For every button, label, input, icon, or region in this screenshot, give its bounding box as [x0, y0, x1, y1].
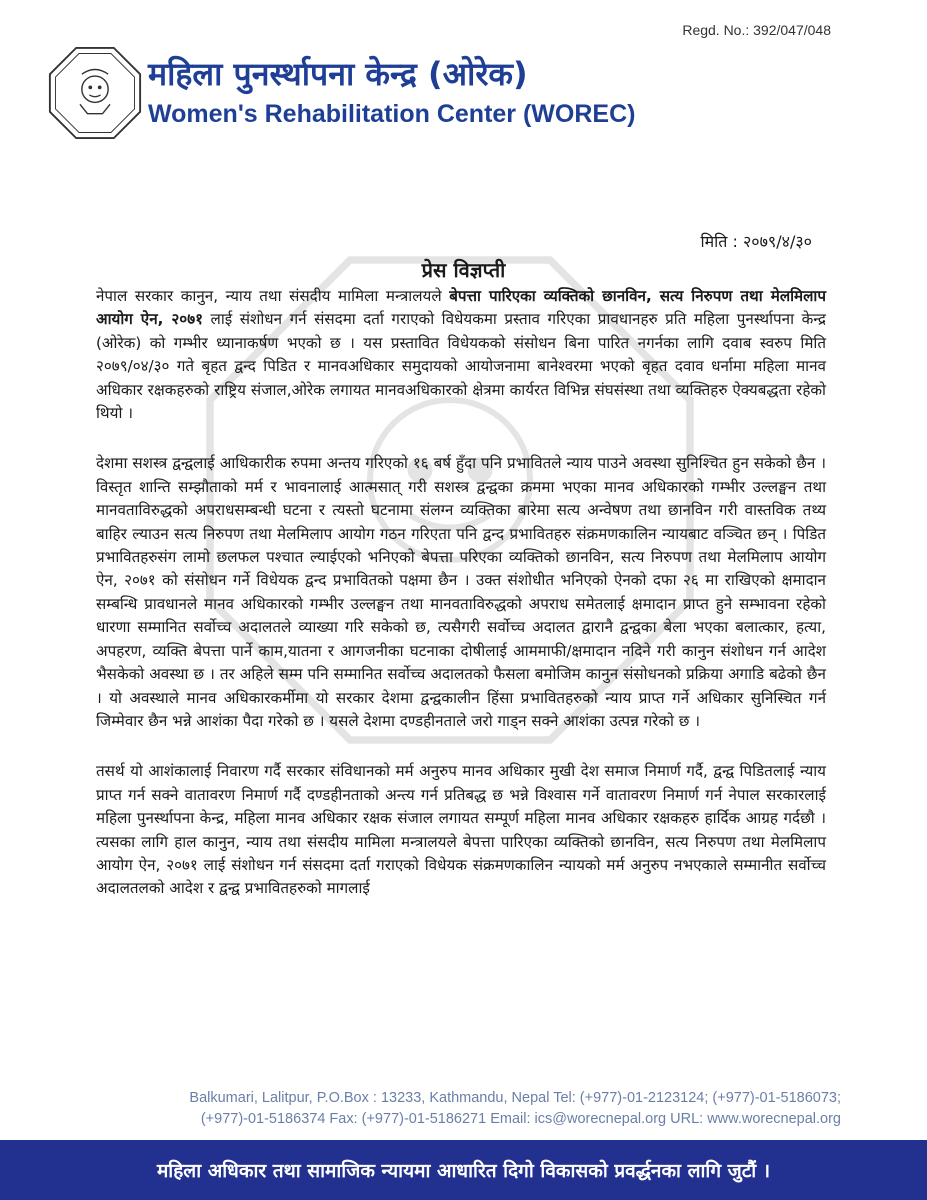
paragraph-3 — [96, 760, 826, 900]
paragraph-3-text: तसर्थ यो आशंकालाई निवारण गर्दै सरकार संविधानको मर्म अनुरुप मानव अधिकार मुखी देश समाज निमार्ण गर्दै, द्वन्द्व पिडितलाई न्याय प्राप्त गर्न सक्ने वातावरण निमार्ण गर्दै दण्डहीनताको अन्त्य गर्न प्रतिबद्ध छ भन्ने विश्वास गर्ने वातावरण निमार्ण गर्न नेपाल सरकारलाई महिला पुनर्स्थापना केन्द्र, महिला मानव अधिकार रक्षक संजाल लगायत सम्पूर्ण महिला मानव अधिकार रक्षकहरु हार्दिक आग्रह गर्दछौ । त्यसका लागि हाल कानुन, न्याय तथा संसदीय मामिला मन्त्रालयले बेपत्ता पारिएका व्यक्तिको छानविन, सत्य निरुपण तथा मेलमिलाप आयोग ऐन, २०७१ लाई संशोधन गर्न संसदमा दर्ता गराएको विधेयक संक्रमणकालिन न्यायको मर्म अनुरुप नभएकाले सम्मानीत सर्वोच्च अदालतलको आदेश र द्वन्द्व प्रभावितहरुको मागलाई — [96, 762, 826, 898]
paragraph-1-bold-text: बेपत्ता पारिएका व्यक्तिको छानविन, सत्य निरुपण तथा मेलमिलाप आयोग ऐन, २०७१ — [96, 287, 826, 329]
organization-name-nepali: महिला पुनर्स्थापना केन्द्र (ओरेक) — [148, 55, 528, 93]
worec-logo — [48, 46, 142, 140]
address-line-1: Balkumari, Lalitpur, P.O.Box : 13233, Kathmandu, Nepal Tel: (+977)-01-2123124; (+977)-01-5186073; — [189, 1090, 841, 1106]
paragraph-1-text: नेपाल सरकार कानुन, न्याय तथा संसदीय मामिला मन्त्रालयले — [96, 287, 450, 305]
paragraph-2 — [96, 452, 826, 733]
paragraph-2-text: देशमा सशस्त्र द्वन्द्वलाई आधिकारीक रुपमा अन्तय गरिएको १६ बर्ष हुँदा पनि प्रभावितले न्याय पाउने अवस्था सुनिश्चित हुन सकेको छैन । विस्तृत शान्ति सम्झौताको मर्म र भावनालाई आत्मसात् गरी सशस्त्र द्वन्द्वका क्रममा भएका मानव अधिकारको गम्भीर उल्लङ्घन तथा मानवताविरुद्धको अपराधसम्बन्धी घटना र त्यस्तो घटनामा संलग्न व्यक्तिका बारेमा सत्य अन्वेषण तथा छानविन गरी वास्तविक तथ्य बाहिर ल्याउन सत्य निरुपण तथा मेलमिलाप आयोग गठन गरिएता पनि द्वन्द प्रभावितहरु संक्रमणकालिन न्यायबाट वञ्चित छन् । पिडित प्रभावितहरुसंग लामो छलफल पश्चात ल्याईएको भनिएको बेपत्ता परिएका व्यक्तिको छानविन, सत्य निरुपण तथा मेलमिलाप आयोग ऐन, २०७१ को संसोधन गर्ने विधेयक द्वन्द प्रभावितको पक्षमा छैन । उक्त संशोधीत भनिएको ऐनको दफा २६ मा राखिएको क्षमादान सम्बन्धि प्रावधानले मानव अधिकारको गम्भीर उल्लङ्घन तथा मानवताविरुद्धको अपराध समेतलाई क्षमादान प्राप्त हुने सम्भावना रहेको धारणा सम्मानित सर्वोच्च अदालतले व्याख्या गरि सकेको छ, त्यसैगरी सर्वोच्च अदालत द्वारानै द्वन्द्वका बेला भएका बलात्कार, हत्या, अपहरण, व्यक्ति बेपत्ता पार्ने काम,यातना र आगजनीका घटनाका दोषीलाई आममाफी/क्षमादान नदिने गरी कानुन संशोधन गर्न आदेश भैसकेको अवस्था छ । तर अहिले सम्म पनि सम्मानित सर्वोच्च अदालतको फैसला बमोजिम कानुन संसोधनको प्रक्रिया अगाडि बढेको छैन । यो अवस्थाले मानव अधिकारकर्मीमा यो सरकार देशमा द्वन्द्वकालीन हिंसा प्रभावितहरुको न्याय प्राप्त गर्ने अधिकार सुनिस्चित गर्न जिम्मेवार छैन भन्ने आशंका पैदा गरेको छ । यसले देशमा दण्डहीनताले जरो गाड्न सक्ने आशंका उत्पन्न गरेको छ । — [96, 454, 826, 730]
registration-number: Regd. No.: 392/047/048 — [682, 22, 831, 38]
paragraph-1 — [96, 285, 826, 425]
paragraph-1-text-cont: लाई संशोधन गर्न संसदमा दर्ता गराएको विधेयकमा प्रस्ताव गरिएका प्रावधानहरु प्रति महिला पुनर्स्थापना केन्द्र (ओरेक) को गम्भीर ध्यानाकर्षण भएको छ । यस प्रस्तावित विधेयकको संसोधन बिना पारित नगर्नका लागि दवाब स्वरुप मिति २०७९/०४/३० गते बृहत द्वन्द पिडित र मानवअधिकार समुदायको आयोजनामा बानेश्वरमा भएको बृहत दवाव धर्नामा महिला मानव अधिकार रक्षकहरुको राष्ट्रिय संजाल,ओरेक लगायत मानवअधिकारको क्षेत्रमा कार्यरत विभिन्न संघसंस्था तथा व्यक्तिहरु ऐक्यबद्धता रहेको थियो । — [96, 310, 827, 423]
document-title: प्रेस विज्ञप्ती — [421, 258, 506, 282]
footer-slogan: महिला अधिकार तथा सामाजिक न्यायमा आधारित दिगो विकासको प्रवर्द्धनका लागि जुटौं । — [156, 1160, 771, 1182]
address-line-2: (+977)-01-5186374 Fax: (+977)-01-5186271 Email: ics@worecnepal.org URL: www.worecnepal.org — [200, 1111, 841, 1127]
footer-slogan-bar — [0, 1140, 927, 1200]
document-body — [96, 285, 826, 928]
footer-address — [96, 1088, 841, 1130]
document-date: मिति : २०७९/४/३० — [700, 232, 812, 251]
organization-name-english: Women's Rehabilitation Center (WOREC) — [148, 100, 636, 128]
